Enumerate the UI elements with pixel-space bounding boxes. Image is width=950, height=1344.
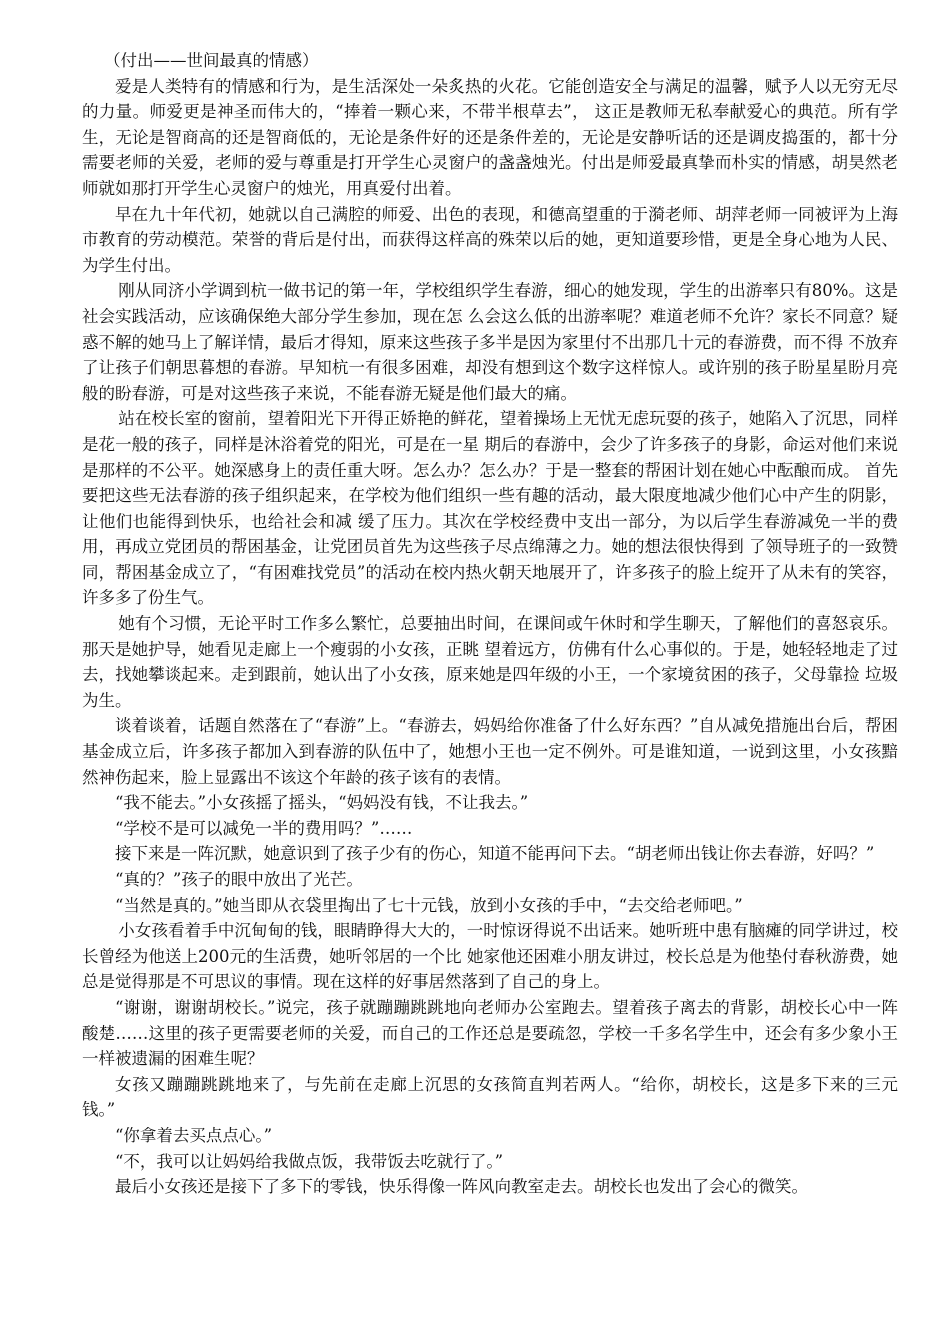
document-page <box>82 48 898 1200</box>
document-title: （付出——世间最真的情感） <box>104 51 319 70</box>
paragraph-2: 早在九十年代初，她就以自己满腔的师爱、出色的表现，和德高望重的于漪老师、胡萍老师一同被评为上海市教育的劳动模范。荣誉的背后是付出，而获得这样高的殊荣以后的她，更知道要珍惜，更是全身心地为人民、为学生付出。 <box>82 204 898 275</box>
paragraph-12: 小女孩看着手中沉甸甸的钱，眼睛睁得大大的，一时惊讶得说不出话来。她听班中患有脑瘫的同学讲过，校长曾经为他送上200元的生活费，她听邻居的一个比 她家他还困难小朋友讲过，校长总是为他垫付春秋游费，她总是觉得那是不可思议的事情。现在这样的好事居然落到了自己的身上。 <box>82 921 898 992</box>
paragraph-15: “你拿着去买点点心。” <box>115 1125 273 1145</box>
paragraph-11: “当然是真的。”她当即从衣袋里掏出了七十元钱，放到小女孩的手中，“去交给老师吧。” <box>115 895 743 915</box>
paragraph-6: 谈着谈着，话题自然落在了“春游”上。“春游去，妈妈给你准备了什么好东西？”自从减免措施出台后，帮困基金成立后，许多孩子都加入到春游的队伍中了，她想小王也一定不例外。可是谁知道，一说到这里，小女孩黯然神伤起来，脸上显露出不该这个年龄的孩子该有的表情。 <box>82 716 898 787</box>
paragraph-3: 刚从同济小学调到杭一做书记的第一年，学校组织学生春游，细心的她发现，学生的出游率只有80%。这是社会实践活动，应该确保绝大部分学生参加，现在怎 么会这么低的出游率呢？难道老师不允许？家长不同意？疑惑不解的她马上了解详情，最后才得知，原来这些孩子多半是因为家里付不出那几十元的春游费，而不得 不放弃了让孩子们朝思暮想的春游。早知杭一有很多困难，却没有想到这个数字这样惊人。或许别的孩子盼星星盼月亮般的盼春游，可是对这些孩子来说，不能春游无疑是他们最大的痛。 <box>82 281 898 403</box>
paragraph-8: “学校不是可以减免一半的费用吗？”…… <box>115 818 413 838</box>
paragraph-14: 女孩又蹦蹦跳跳地来了，与先前在走廊上沉思的女孩简直判若两人。“给你，胡校长，这是多下来的三元钱。” <box>82 1074 898 1120</box>
paragraph-9: 接下来是一阵沉默，她意识到了孩子少有的伤心，知道不能再问下去。“胡老师出钱让你去春游，好吗？” <box>115 844 875 864</box>
paragraph-7: “我不能去。”小女孩摇了摇头，“妈妈没有钱，不让我去。” <box>115 793 529 813</box>
paragraph-5: 她有个习惯，无论平时工作多么繁忙，总要抽出时间，在课间或午休时和学生聊天，了解他们的喜怒哀乐。那天是她护导，她看见走廊上一个瘦弱的小女孩，正眺 望着远方，仿佛有什么心事似的。于是，她轻轻地走了过去，找她攀谈起来。走到跟前，她认出了小女孩，原来她是四年级的小王，一个家境贫困的孩子，父母靠捡 垃圾为生。 <box>82 614 898 710</box>
paragraph-1: 爱是人类特有的情感和行为，是生活深处一朵炙热的火花。它能创造安全与满足的温馨，赋予人以无穷无尽的力量。师爱更是神圣而伟大的，“捧着一颗心来，不带半根草去”， 这正是教师无私奉献爱心的典范。所有学生，无论是智商高的还是智商低的，无论是条件好的还是条件差的，无论是安静听话的还是调皮捣蛋的，都十分需要老师的关爱，老师的爱与尊重是打开学生心灵窗户的盏盏烛光。付出是师爱最真挚而朴实的情感，胡昊然老师就如那打开学生心灵窗户的烛光，用真爱付出着。 <box>82 76 898 198</box>
paragraph-4: 站在校长室的窗前，望着阳光下开得正娇艳的鲜花，望着操场上无忧无虑玩耍的孩子，她陷入了沉思，同样是花一般的孩子，同样是沐浴着党的阳光，可是在一星 期后的春游中，会少了许多孩子的身影，命运对他们来说是那样的不公平。她深感身上的责任重大呀。怎么办？怎么办？于是一整套的帮困计划在她心中酝酿而成。 首先要把这些无法春游的孩子组织起来，在学校为他们组织一些有趣的活动，最大限度地减少他们心中产生的阴影，让他们也能得到快乐，也给社会和减 缓了压力。其次在学校经费中支出一部分，为以后学生春游减免一半的费用，再成立党团员的帮困基金，让党团员首先为这些孩子尽点绵薄之力。她的想法很快得到 了领导班子的一致赞同，帮困基金成立了，“有困难找党员”的活动在校内热火朝天地展开了，许多孩子的脸上绽开了从未有的笑容，许多多了份生气。 <box>82 409 898 608</box>
paragraph-17: 最后小女孩还是接下了多下的零钱，快乐得像一阵风向教室走去。胡校长也发出了会心的微笑。 <box>115 1177 808 1197</box>
paragraph-13: “谢谢，谢谢胡校长。”说完，孩子就蹦蹦跳跳地向老师办公室跑去。望着孩子离去的背影，胡校长心中一阵酸楚……这里的孩子更需要老师的关爱，而自己的工作还总是要疏忽，学校一千多名学生中，还会有多少象小王一样被遗漏的困难生呢？ <box>82 997 898 1069</box>
paragraph-16: “不，我可以让妈妈给我做点饭，我带饭去吃就行了。” <box>115 1151 504 1171</box>
paragraph-10: “真的？”孩子的眼中放出了光芒。 <box>115 870 363 889</box>
